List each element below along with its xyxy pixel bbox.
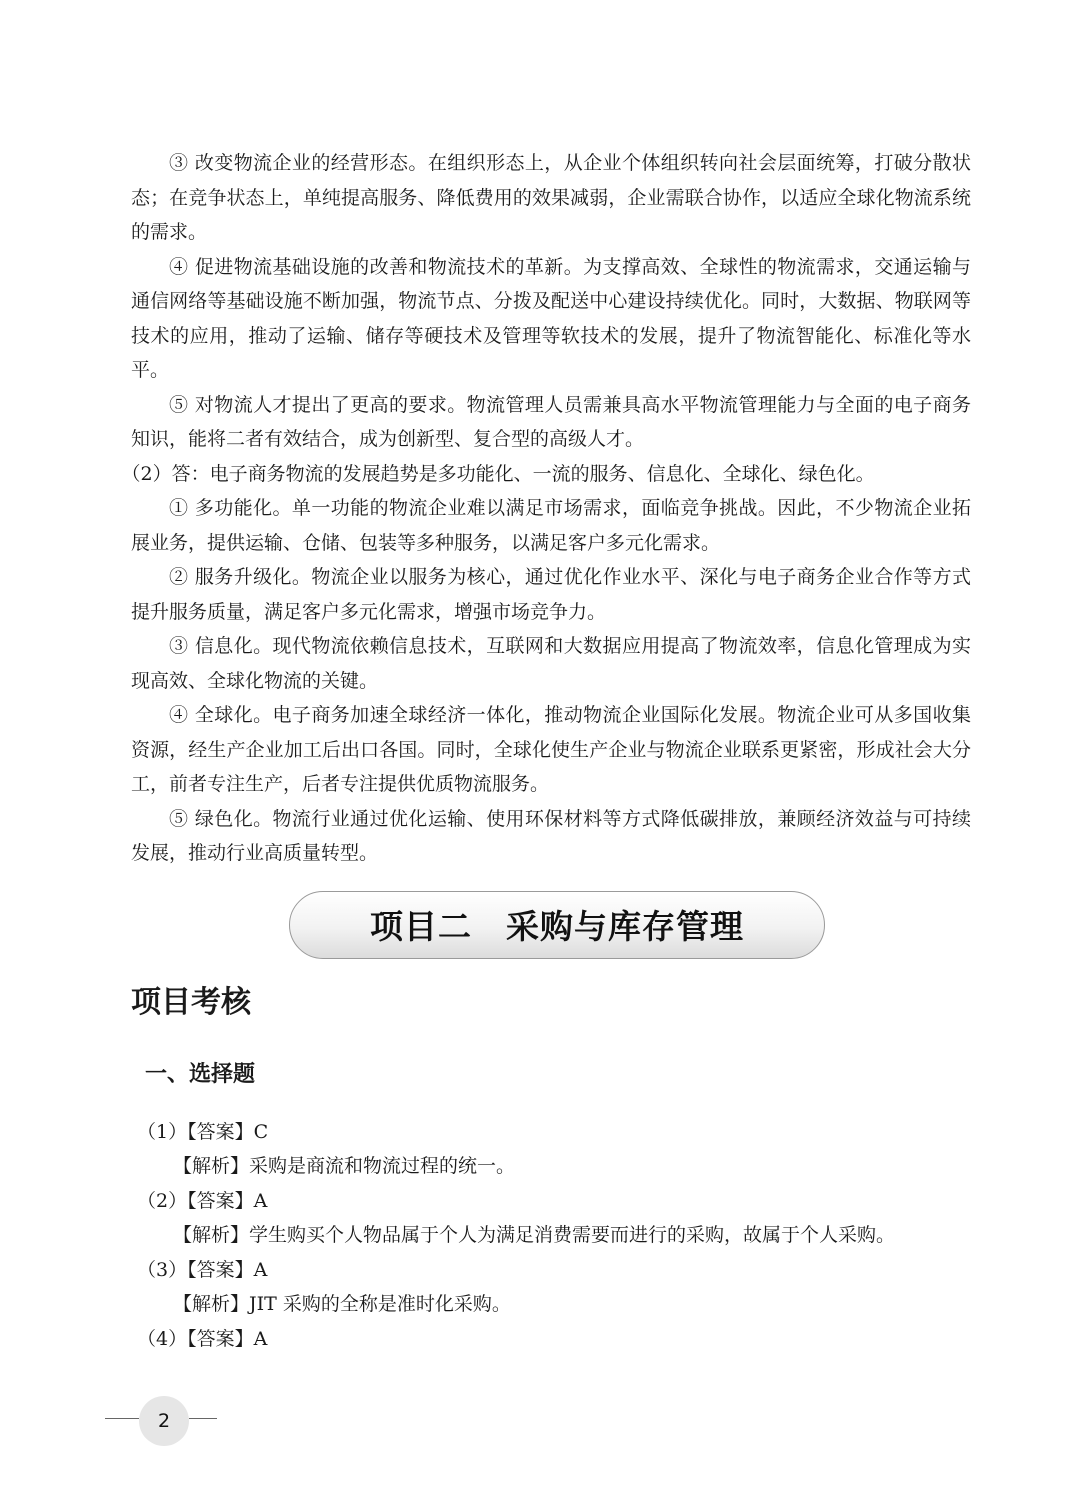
page-content [121, 146, 971, 1356]
paragraph: ④ 促进物流基础设施的改善和物流技术的革新。为支撑高效、全球性的物流需求，交通运输与通信网络等基础设施不断加强，物流节点、分拨及配送中心建设持续优化。同时，大数据、物联网等技术的应用，推动了运输、储存等硬技术及管理等软技术的发展，提升了物流智能化、标准化等水平。 [131, 255, 971, 381]
paragraph: ⑤ 对物流人才提出了更高的要求。物流管理人员需兼具高水平物流管理能力与全面的电子商务知识，能将二者有效结合，成为创新型、复合型的高级人才。 [131, 393, 971, 450]
answer-2-intro: （2）答：电子商务物流的发展趋势是多功能化、一流的服务、信息化、全球化、绿色化。 [121, 462, 875, 485]
paragraph: ④ 全球化。电子商务加速全球经济一体化，推动物流企业国际化发展。物流企业可从多国收集资源，经生产企业加工后出口各国。同时，全球化使生产企业与物流企业联系更紧密，形成社会大分工，前者专注生产，后者专注提供优质物流服务。 [131, 704, 971, 795]
question-analysis: 【解析】JIT 采购的全称是准时化采购。 [173, 1293, 511, 1315]
page-number: 2 [139, 1396, 189, 1446]
paragraph: ① 多功能化。单一功能的物流企业难以满足市场需求，面临竞争挑战。因此，不少物流企业拓展业务，提供运输、仓储、包装等多种服务，以满足客户多元化需求。 [131, 497, 971, 554]
question-answer: （4）【答案】A [137, 1327, 268, 1350]
page-number-rule-right [189, 1418, 217, 1419]
question-analysis: 【解析】采购是商流和物流过程的统一。 [173, 1155, 516, 1177]
question-analysis: 【解析】学生购买个人物品属于个人为满足消费需要而进行的采购，故属于个人采购。 [173, 1224, 896, 1246]
page-number-rule-left [105, 1418, 139, 1419]
chapter-banner-box [289, 891, 825, 959]
question-answer: （3）【答案】A [137, 1258, 268, 1281]
section-title: 项目考核 [131, 984, 251, 1020]
page-number-badge [105, 1390, 225, 1450]
paragraph: ⑤ 绿色化。物流行业通过优化运输、使用环保材料等方式降低碳排放，兼顾经济效益与可持续发展，推动行业高质量转型。 [131, 807, 971, 864]
subsection-title: 一、选择题 [145, 1061, 256, 1087]
paragraph: ② 服务升级化。物流企业以服务为核心，通过优化作业水平、深化与电子商务企业合作等方式提升服务质量，满足客户多元化需求，增强市场竞争力。 [131, 566, 971, 623]
chapter-banner [131, 871, 971, 987]
chapter-title: 项目二 采购与库存管理 [370, 907, 744, 946]
paragraph: ③ 信息化。现代物流依赖信息技术，互联网和大数据应用提高了物流效率，信息化管理成为实现高效、全球化物流的关键。 [131, 635, 971, 692]
paragraph: ③ 改变物流企业的经营形态。在组织形态上，从企业个体组织转向社会层面统筹，打破分散状态；在竞争状态上，单纯提高服务、降低费用的效果减弱，企业需联合协作，以适应全球化物流系统的需求。 [131, 152, 971, 243]
question-answer: （2）【答案】A [137, 1189, 268, 1212]
question-answer: （1）【答案】C [137, 1120, 269, 1143]
